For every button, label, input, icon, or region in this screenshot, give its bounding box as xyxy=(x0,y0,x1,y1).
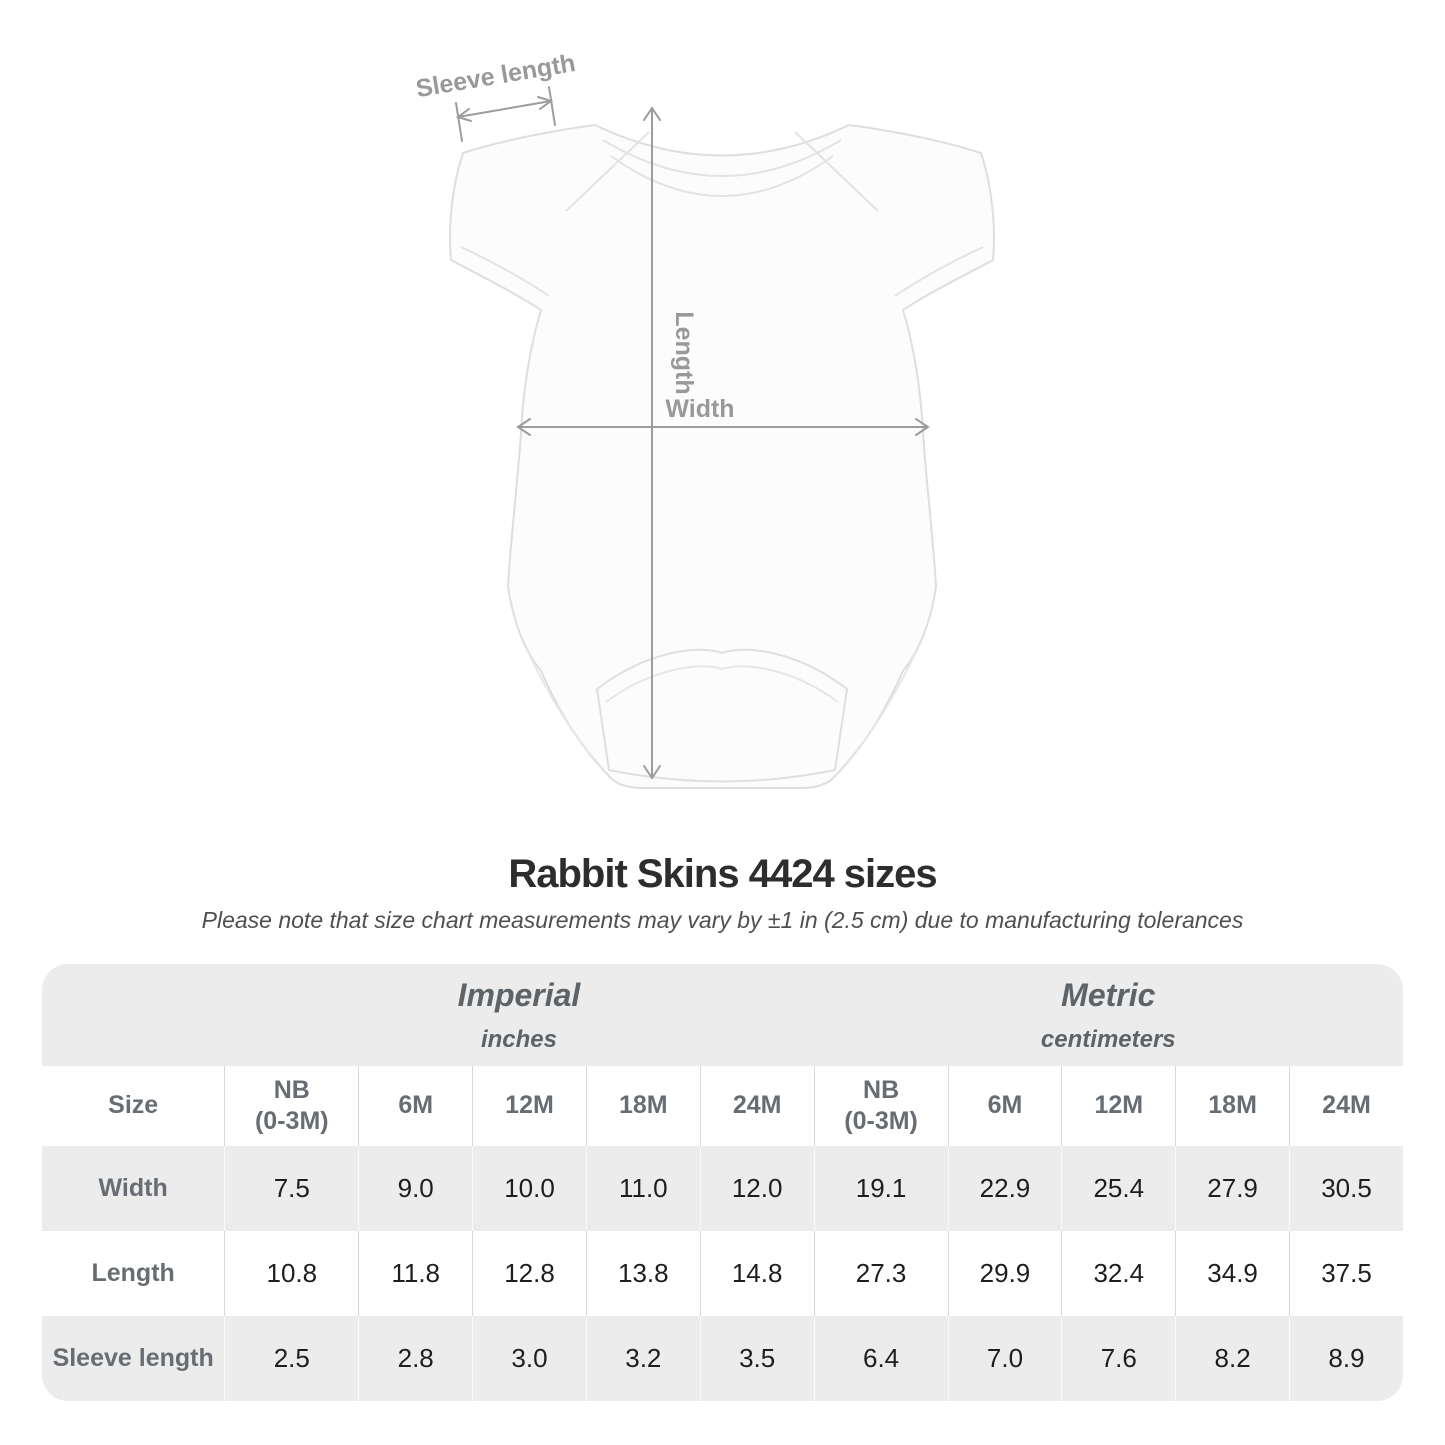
table-row-sleeve-length xyxy=(42,1316,1403,1401)
value-cell: 10.8 xyxy=(224,1231,358,1316)
table-row-length xyxy=(42,1231,1403,1316)
col-header-18m: 18M xyxy=(1175,1066,1289,1146)
value-cell: 12.8 xyxy=(472,1231,586,1316)
value-cell: 11.8 xyxy=(358,1231,472,1316)
value-cell: 10.0 xyxy=(472,1146,586,1231)
col-header-line1: NB xyxy=(863,1075,900,1104)
col-header-line1: NB xyxy=(273,1075,310,1104)
value-cell: 19.1 xyxy=(814,1146,948,1231)
value-cell: 27.3 xyxy=(814,1231,948,1316)
value-cell: 11.0 xyxy=(586,1146,700,1231)
value-cell: 27.9 xyxy=(1175,1146,1289,1231)
metric-label: Metric xyxy=(1061,976,1156,1013)
imperial-group-header xyxy=(224,964,813,1066)
col-header-6m: 6M xyxy=(358,1066,472,1146)
col-header-nb xyxy=(814,1066,948,1146)
value-cell: 25.4 xyxy=(1061,1146,1175,1231)
size-column-header: Size xyxy=(42,1066,224,1146)
row-label: Width xyxy=(42,1146,224,1231)
col-header-line2: (0-3M) xyxy=(844,1107,918,1135)
size-chart-table xyxy=(42,964,1403,1401)
value-cell: 29.9 xyxy=(948,1231,1062,1316)
value-cell: 3.5 xyxy=(700,1316,814,1401)
tolerance-note: Please note that size chart measurements may vary by ±1 in (2.5 cm) due to manufacturing tolerances xyxy=(201,907,1244,933)
imperial-label: Imperial xyxy=(457,976,581,1013)
value-cell: 12.0 xyxy=(700,1146,814,1231)
metric-unit-label: centimeters xyxy=(1040,1025,1176,1053)
metric-group-header xyxy=(814,964,1403,1066)
column-header-row xyxy=(42,1066,1403,1146)
length-label: Length xyxy=(670,311,698,395)
value-cell: 7.6 xyxy=(1061,1316,1175,1401)
value-cell: 7.5 xyxy=(224,1146,358,1231)
row-label: Sleeve length xyxy=(42,1316,224,1401)
value-cell: 13.8 xyxy=(586,1231,700,1316)
value-cell: 9.0 xyxy=(358,1146,472,1231)
value-cell: 8.2 xyxy=(1175,1316,1289,1401)
col-header-12m: 12M xyxy=(1061,1066,1175,1146)
value-cell: 8.9 xyxy=(1289,1316,1403,1401)
corner-cell xyxy=(42,964,224,1066)
value-cell: 14.8 xyxy=(700,1231,814,1316)
value-cell: 32.4 xyxy=(1061,1231,1175,1316)
col-header-24m: 24M xyxy=(700,1066,814,1146)
value-cell: 2.8 xyxy=(358,1316,472,1401)
col-header-12m: 12M xyxy=(472,1066,586,1146)
col-header-18m: 18M xyxy=(586,1066,700,1146)
imperial-unit-label: inches xyxy=(480,1025,557,1053)
sleeve-length-label: Sleeve length xyxy=(413,49,578,104)
value-cell: 34.9 xyxy=(1175,1231,1289,1316)
row-label: Length xyxy=(42,1231,224,1316)
value-cell: 7.0 xyxy=(948,1316,1062,1401)
width-label: Width xyxy=(665,395,735,423)
value-cell: 22.9 xyxy=(948,1146,1062,1231)
value-cell: 30.5 xyxy=(1289,1146,1403,1231)
col-header-24m: 24M xyxy=(1289,1066,1403,1146)
value-cell: 2.5 xyxy=(224,1316,358,1401)
unit-header-row xyxy=(42,964,1403,1066)
value-cell: 3.2 xyxy=(586,1316,700,1401)
col-header-6m: 6M xyxy=(948,1066,1062,1146)
value-cell: 6.4 xyxy=(814,1316,948,1401)
col-header-nb xyxy=(224,1066,358,1146)
page-title: Rabbit Skins 4424 sizes xyxy=(508,852,937,896)
value-cell: 37.5 xyxy=(1289,1231,1403,1316)
table-row-width xyxy=(42,1146,1403,1231)
value-cell: 3.0 xyxy=(472,1316,586,1401)
col-header-line2: (0-3M) xyxy=(254,1107,329,1135)
